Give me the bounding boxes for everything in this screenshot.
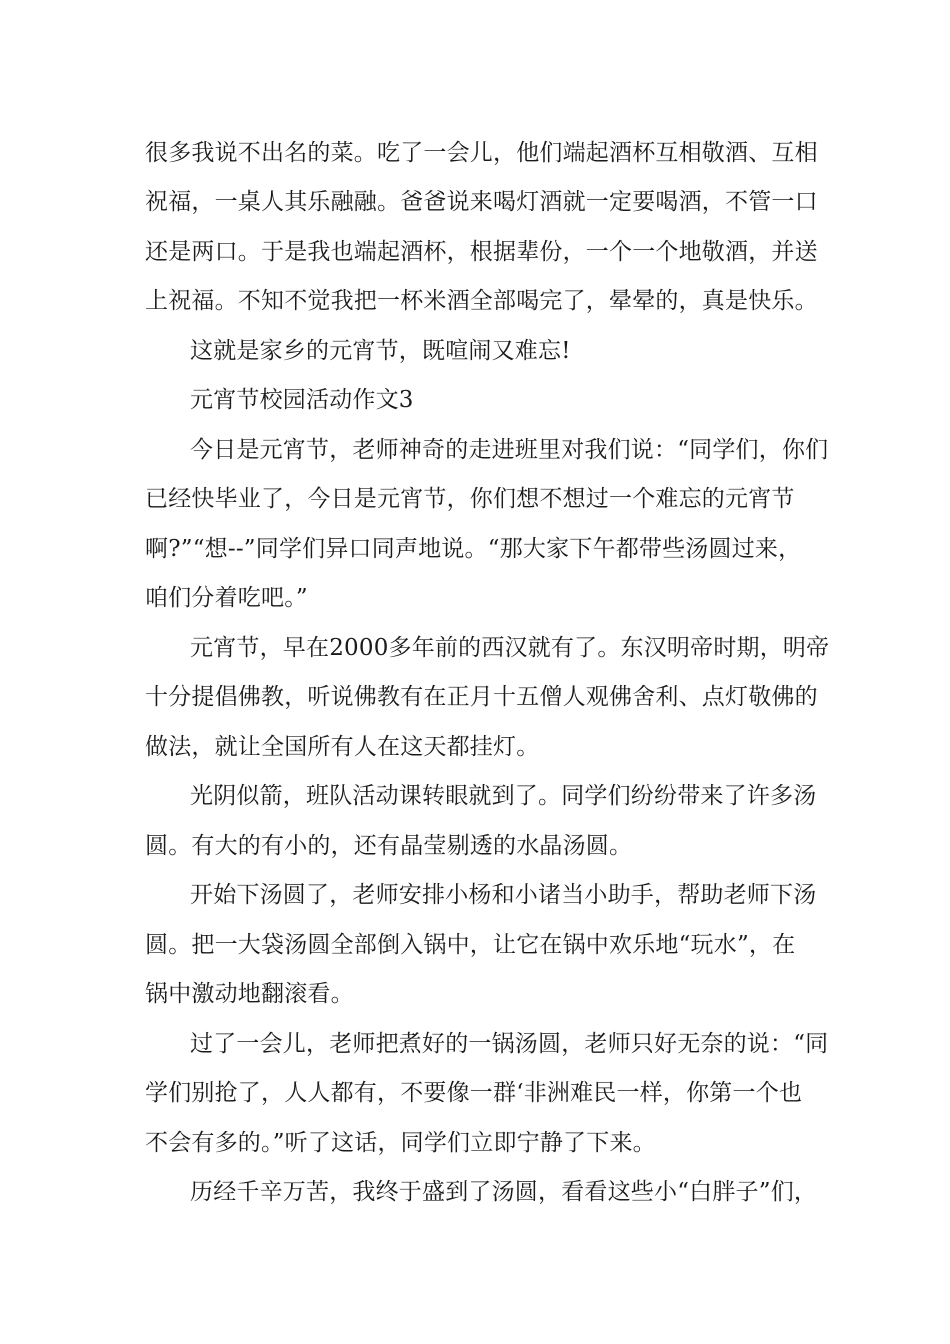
text-line: 咱们分着吃吧。” — [145, 585, 308, 611]
text-line: 学们别抢了，人人都有，不要像一群‘非洲难民一样，你第一个也 — [145, 1080, 803, 1106]
text-line: 圆。有大的有小的，还有晶莹剔透的水晶汤圆。 — [145, 833, 633, 859]
paragraph-line — [0, 430, 950, 470]
text-line: 已经快毕业了，今日是元宵节，你们想不想过一个难忘的元宵节 — [145, 486, 795, 512]
text-line: 今日是元宵节，老师神奇的走进班里对我们说：“同学们，你们 — [190, 437, 829, 463]
heading-text: 元宵节校园活动作文3 — [190, 387, 414, 413]
text-line: 还是两口。于是我也端起酒杯，根据辈份，一个一个地敬酒，并送 — [145, 239, 818, 265]
paragraph-line — [0, 628, 950, 668]
paragraph-line — [0, 133, 950, 173]
paragraph-line — [0, 727, 950, 767]
text-line: 很多我说不出名的菜。吃了一会儿，他们端起酒杯互相敬酒、互相 — [145, 140, 818, 166]
text-line: 啊?”“想--”同学们异口同声地说。“那大家下午都带些汤圆过来， — [145, 536, 802, 562]
paragraph-line — [0, 875, 950, 915]
text-line: 做法，就让全国所有人在这天都挂灯。 — [145, 734, 540, 760]
paragraph-line — [0, 677, 950, 717]
paragraph-line — [0, 776, 950, 816]
paragraph-line — [0, 578, 950, 618]
paragraph-line — [0, 182, 950, 222]
paragraph-line — [0, 331, 950, 371]
paragraph-line — [0, 1024, 950, 1064]
paragraph-line — [0, 479, 950, 519]
paragraph-line — [0, 529, 950, 569]
text-line: 不会有多的。”听了这话，同学们立即宁静了下来。 — [145, 1130, 656, 1156]
paragraph-line — [0, 1073, 950, 1113]
paragraph-line — [0, 281, 950, 321]
text-line: 光阴似箭，班队活动课转眼就到了。同学们纷纷带来了许多汤 — [190, 783, 817, 809]
text-line: 上祝福。不知不觉我把一杯米酒全部喝完了，晕晕的，真是快乐。 — [145, 288, 818, 314]
text-line: 十分提倡佛教，听说佛教有在正月十五僧人观佛舍利、点灯敬佛的 — [145, 684, 818, 710]
paragraph-line — [0, 925, 950, 965]
text-line: 元宵节，早在2000多年前的西汉就有了。东汉明帝时期，明帝 — [190, 635, 830, 661]
paragraph-line — [0, 1123, 950, 1163]
paragraph-line — [0, 232, 950, 272]
text-line: 锅中激动地翻滚看。 — [145, 981, 354, 1007]
text-line: 过了一会儿，老师把煮好的一锅汤圆，老师只好无奈的说：“同 — [190, 1031, 829, 1057]
text-line: 开始下汤圆了，老师安排小杨和小诸当小助手，帮助老师下汤 — [190, 882, 817, 908]
text-line: 这就是家乡的元宵节，既喧闹又难忘! — [190, 338, 571, 364]
text-line: 圆。把一大袋汤圆全部倒入锅中，让它在锅中欢乐地“玩水”，在 — [145, 932, 796, 958]
paragraph-line — [0, 1172, 950, 1212]
paragraph-line — [0, 974, 950, 1014]
paragraph-line — [0, 826, 950, 866]
section-heading — [0, 380, 950, 420]
text-line: 祝福，一桌人其乐融融。爸爸说来喝灯酒就一定要喝酒，不管一口 — [145, 189, 818, 215]
text-line: 历经千辛万苦，我终于盛到了汤圆，看看这些小“白胖子”们， — [190, 1179, 818, 1205]
